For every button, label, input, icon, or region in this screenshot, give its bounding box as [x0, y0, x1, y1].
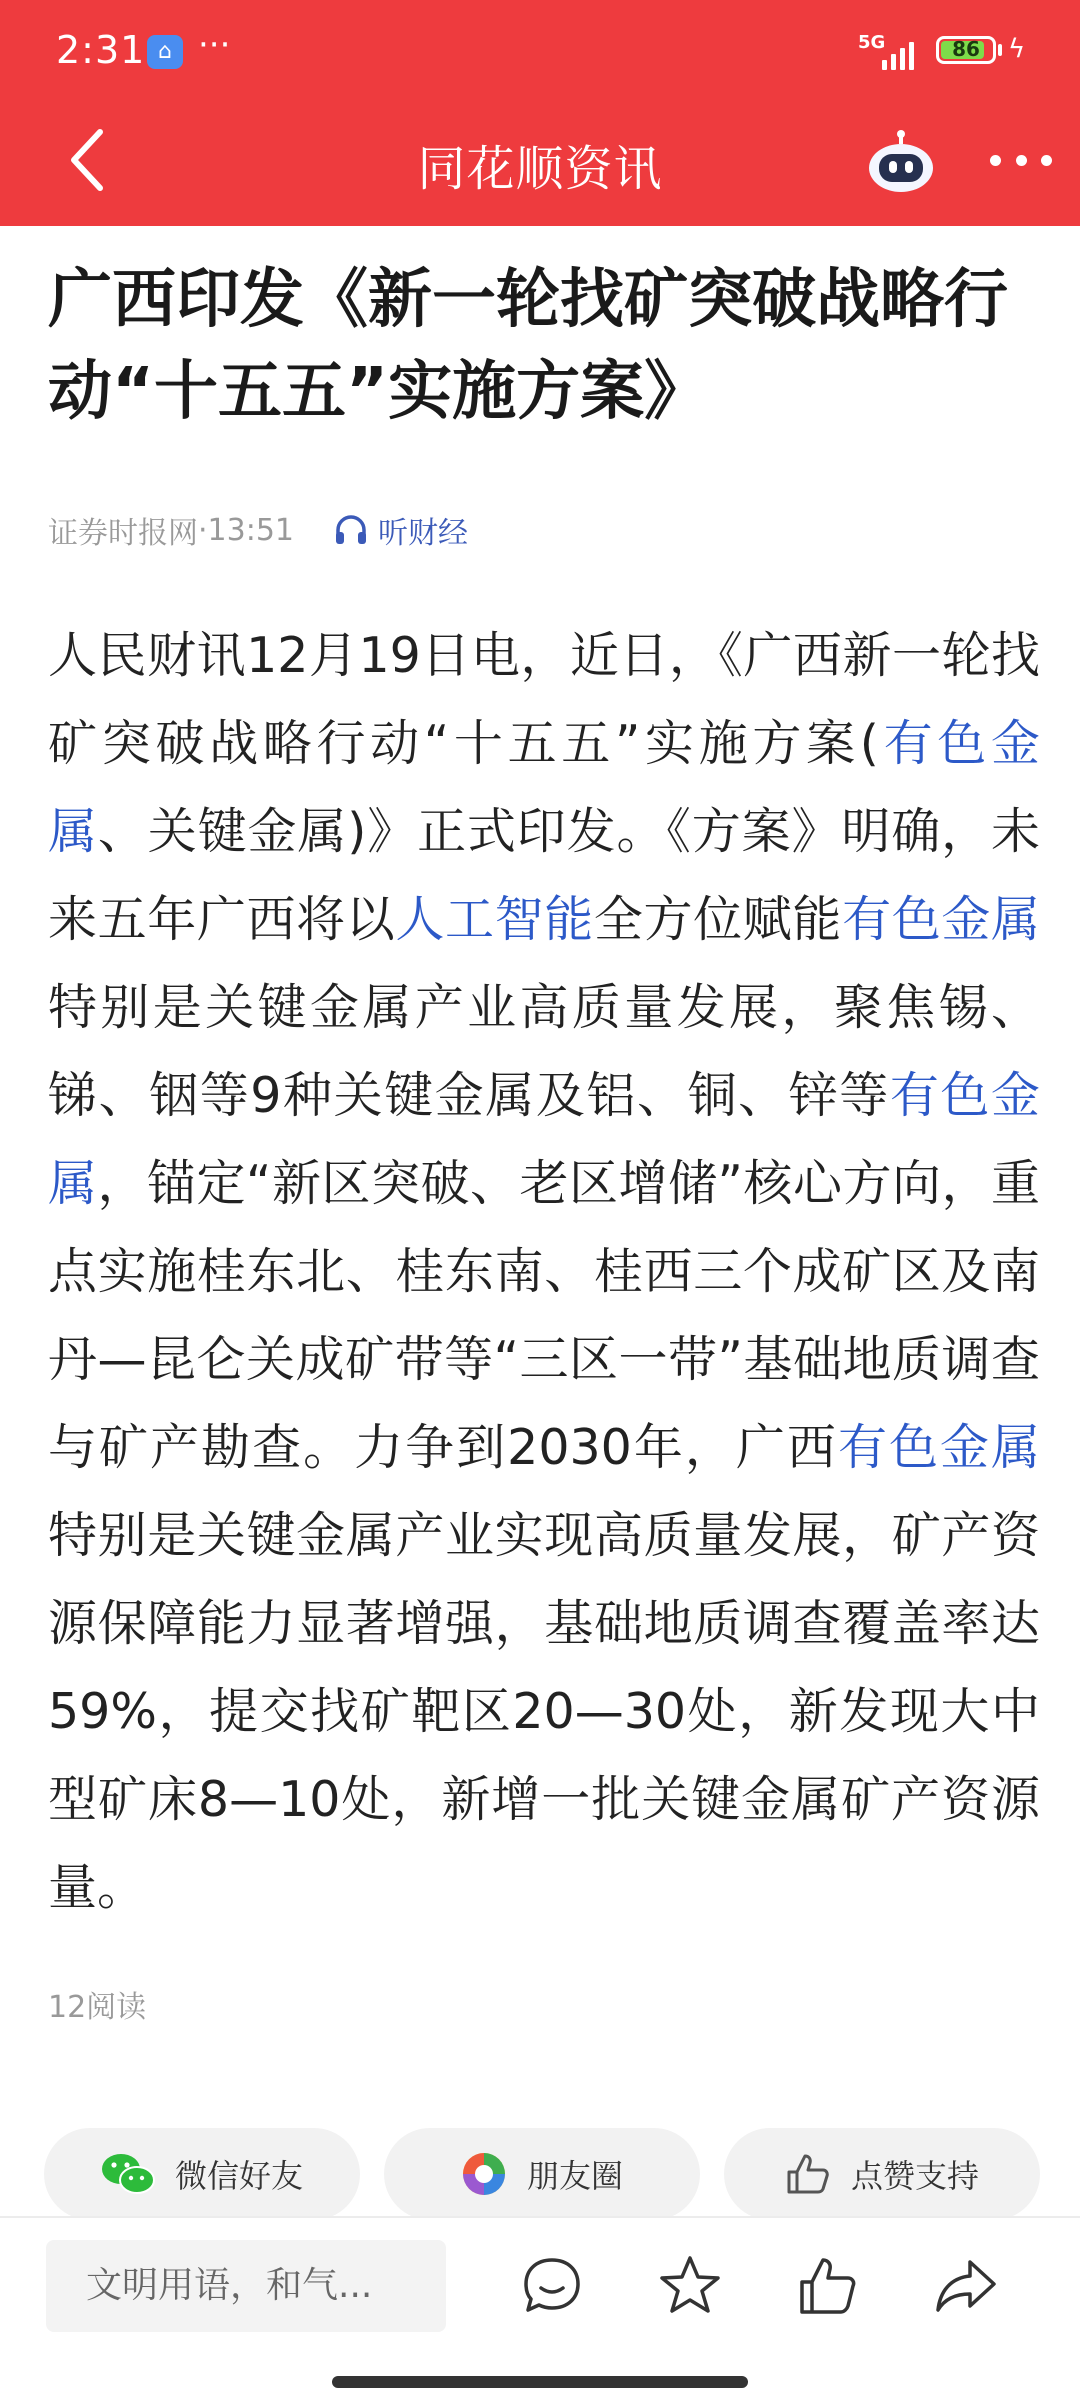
meta-separator: · [198, 512, 208, 548]
headphones-icon [334, 514, 368, 546]
wechat-icon [101, 2152, 155, 2196]
body-text-segment: 人民财讯12月19日电，近日，《广西新一轮找矿突破战略行动“十五五”实施方案( [48, 627, 1040, 772]
charging-icon: ϟ [1008, 34, 1026, 64]
app-header [0, 0, 1080, 226]
bottom-bar [0, 2216, 1080, 2402]
robot-assistant-button[interactable] [866, 128, 936, 194]
star-icon [654, 2250, 726, 2322]
body-text-segment: 特别是关键金属产业实现高质量发展，矿产资源保障能力显著增强，基础地质调查覆盖率达59%，提交找矿靶区20—30处，新发现大中型矿床8—10处，新增一批关键金属矿产资源量。 [48, 1507, 1040, 1916]
inline-topic-link[interactable]: 人工智能 [395, 891, 594, 948]
comment-input[interactable]: 文明用语，和气... [46, 2240, 446, 2332]
status-bar [0, 0, 1080, 100]
like-support-button[interactable] [724, 2128, 1040, 2220]
favorite-button[interactable] [654, 2250, 726, 2322]
thumbs-up-icon [792, 2250, 864, 2322]
battery-level: 86 [952, 37, 980, 61]
like-button[interactable] [792, 2250, 864, 2322]
inline-topic-link[interactable]: 有色金属 [48, 1067, 1040, 1212]
share-wechat-button[interactable] [44, 2128, 360, 2220]
inline-topic-link[interactable]: 有色金属 [48, 715, 1040, 860]
robot-assistant-icon [866, 128, 936, 194]
page-title: 同花顺资讯 [417, 141, 663, 197]
article-body [48, 612, 1040, 1932]
body-text-segment: 、关键金属)》正式印发。《方案》明确，未来五年广西将以 [48, 803, 1040, 948]
comment-icon [516, 2250, 588, 2322]
comment-button[interactable] [516, 2250, 588, 2322]
article-title: 广西印发《新一轮找矿突破战略行动“十五五”实施方案》 [48, 263, 1008, 429]
article-source: 证券时报网 [48, 516, 198, 551]
battery-icon [936, 36, 996, 64]
more-icon[interactable] [990, 148, 1052, 172]
body-text-segment: 特别是关键金属产业高质量发展，聚焦锡、锑、铟等9种关键金属及铝、铜、锌等 [48, 979, 1040, 1124]
body-text-segment: 全方位赋能 [593, 891, 843, 948]
share-moments-button[interactable] [384, 2128, 700, 2220]
status-time: 2:31 [56, 28, 146, 72]
like-support-label: 点赞支持 [850, 2157, 979, 2195]
listen-label: 听财经 [378, 516, 469, 551]
status-more-indicator: ··· [198, 25, 231, 65]
nav-bar [0, 100, 1080, 226]
listen-button[interactable] [334, 508, 468, 552]
signal-icon [858, 32, 922, 70]
share-row [44, 2128, 1040, 2220]
article [48, 226, 1040, 2026]
read-count: 12阅读 [48, 1990, 147, 2025]
body-text-segment: ，锚定“新区突破、老区增储”核心方向，重点实施桂东北、桂东南、桂西三个成矿区及南丹—昆仑关成矿带等“三区一带”基础地质调查与矿产勘查。力争到2030年，广西 [48, 1155, 1040, 1476]
network-type: 5G [858, 32, 886, 53]
share-moments-label: 朋友圈 [526, 2157, 623, 2195]
moments-icon [461, 2151, 507, 2197]
article-meta [48, 500, 1040, 560]
thumbs-up-icon [785, 2152, 831, 2196]
share-button[interactable] [930, 2250, 1002, 2322]
home-notification-icon: ⌂ [147, 35, 183, 69]
inline-topic-link[interactable]: 有色金属 [837, 1419, 1040, 1476]
home-indicator[interactable] [332, 2376, 748, 2388]
inline-topic-link[interactable]: 有色金属 [842, 891, 1040, 948]
article-time: 13:51 [207, 512, 295, 548]
share-wechat-label: 微信好友 [174, 2157, 303, 2195]
share-icon [930, 2250, 1002, 2322]
